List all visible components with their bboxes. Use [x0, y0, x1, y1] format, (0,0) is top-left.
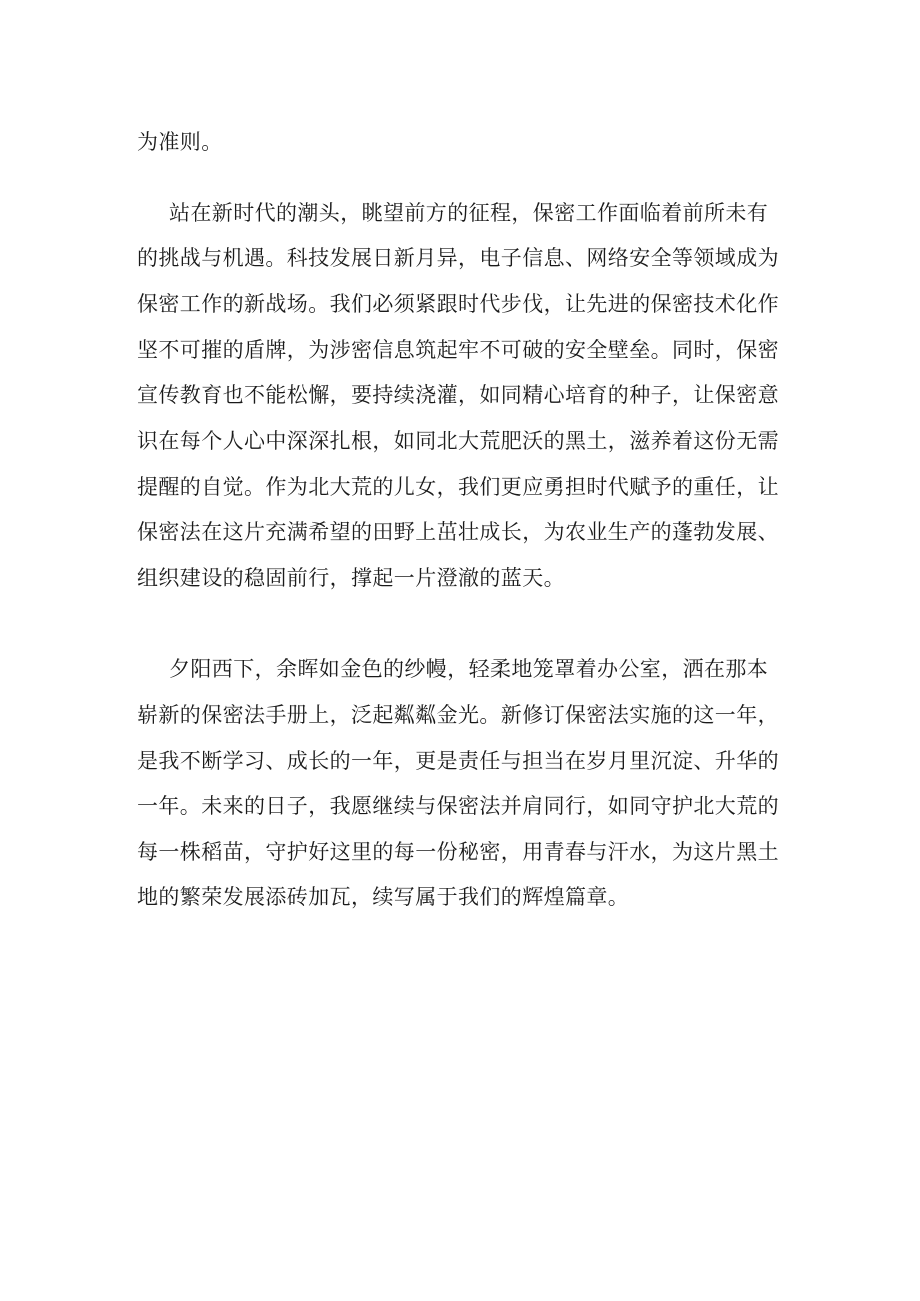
paragraph-2-line-3: 保密工作的新战场。我们必须紧跟时代步伐，让先进的保密技术化作: [137, 292, 779, 316]
paragraph-3-line-2: 崭新的保密法手册上，泛起粼粼金光。新修订保密法实施的这一年，: [137, 703, 779, 727]
paragraph-2-line-6: 识在每个人心中深深扎根，如同北大荒肥沃的黑土，滋养着这份无需: [137, 429, 779, 453]
paragraph-2-line-4: 坚不可摧的盾牌，为涉密信息筑起牢不可破的安全壁垒。同时，保密: [137, 338, 779, 362]
paragraph-2-line-7: 提醒的自觉。作为北大荒的儿女，我们更应勇担时代赋予的重任，让: [137, 475, 779, 499]
paragraph-2-line-1: 站在新时代的潮头，眺望前方的征程，保密工作面临着前所未有: [169, 201, 769, 225]
paragraph-3-line-3: 是我不断学习、成长的一年，更是责任与担当在岁月里沉淀、升华的: [137, 749, 779, 773]
paragraph-3-line-5: 每一株稻苗，守护好这里的每一份秘密，用青春与汗水，为这片黑土: [137, 840, 779, 864]
paragraph-2-line-9: 组织建设的稳固前行，撑起一片澄澈的蓝天。: [137, 566, 565, 590]
paragraph-2-line-2: 的挑战与机遇。科技发展日新月异，电子信息、网络安全等领域成为: [137, 246, 779, 270]
paragraph-2-line-8: 保密法在这片充满希望的田野上茁壮成长，为农业生产的蓬勃发展、: [137, 520, 779, 544]
paragraph-1-line-1: 为准则。: [137, 130, 223, 154]
paragraph-3-line-1: 夕阳西下，余晖如金色的纱幔，轻柔地笼罩着办公室，洒在那本: [169, 657, 769, 681]
paragraph-3-line-4: 一年。未来的日子，我愿继续与保密法并肩同行，如同守护北大荒的: [137, 794, 779, 818]
paragraph-3-line-6: 地的繁荣发展添砖加瓦，续写属于我们的辉煌篇章。: [137, 885, 630, 909]
paragraph-2-line-5: 宣传教育也不能松懈，要持续浇灌，如同精心培育的种子，让保密意: [137, 383, 779, 407]
